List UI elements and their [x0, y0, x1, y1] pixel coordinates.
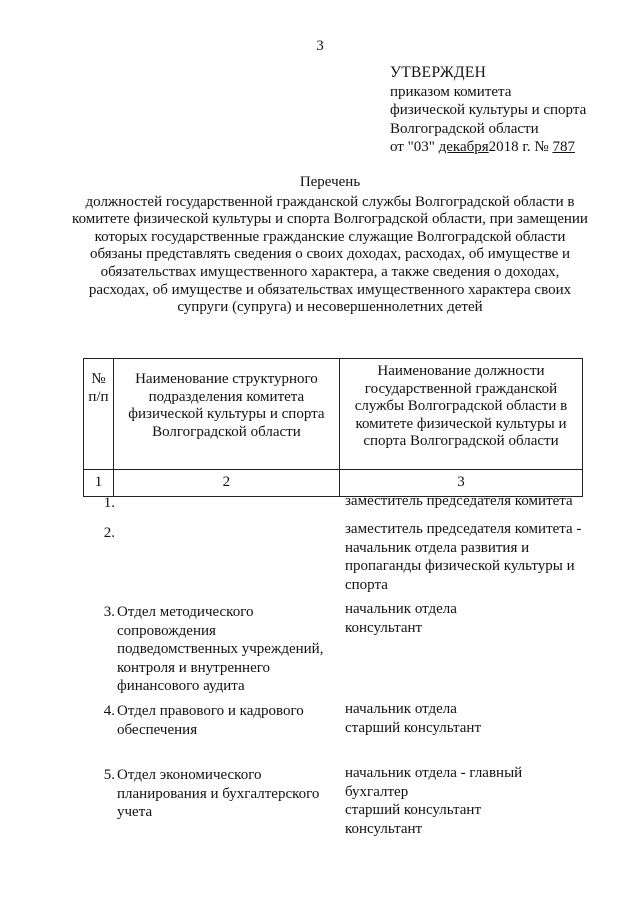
position-line: заместитель председателя комитета -	[345, 521, 582, 537]
col-number-header-line: №	[91, 371, 106, 387]
position-line: консультант	[345, 820, 423, 837]
approval-title: УТВЕРЖДЕН	[390, 64, 487, 81]
col-department-header	[113, 359, 339, 470]
department-line: финансового аудита	[117, 678, 245, 694]
col-department-header-line: подразделения комитета	[148, 388, 305, 405]
approval-line-2: физической культуры и спорта	[390, 102, 587, 118]
department-line: обеспечения	[117, 721, 198, 738]
row-department	[117, 766, 342, 822]
position-line: начальник отдела	[345, 601, 457, 617]
col-position-header-line: Наименование должности	[377, 363, 545, 379]
heading-line: обязаны представлять сведения о своих доходах, расходах, об имуществе и	[89, 246, 571, 263]
row-positions	[345, 492, 585, 511]
heading-line: супруги (супруга) и несовершеннолетних детей	[177, 299, 483, 316]
col-number-header	[84, 359, 114, 470]
department-line: Отдел правового и кадрового	[117, 703, 304, 719]
col-number-index: 1	[84, 470, 114, 497]
department-line: Отдел экономического	[117, 767, 262, 783]
positions-table-header	[83, 358, 583, 497]
col-position-header-line: спорта Волгоградской области	[363, 433, 559, 449]
document-heading	[70, 174, 590, 317]
col-position-header-line: службы Волгоградской области в	[354, 398, 568, 414]
heading-line: которых государственные гражданские служащие Волгоградской области	[94, 228, 566, 245]
department-line: Отдел методического	[117, 604, 254, 620]
approval-order-number: 787	[552, 139, 575, 155]
row-positions	[345, 520, 585, 594]
row-department	[117, 603, 342, 696]
approval-stamp	[390, 64, 586, 157]
col-number-header-line: п/п	[88, 388, 109, 405]
heading-line: обязательствах имущественного характера, а также сведения о доходах,	[100, 263, 560, 280]
col-department-header-line: физической культуры и спорта	[128, 406, 325, 422]
department-line: сопровождения	[117, 622, 216, 639]
department-line: учета	[117, 804, 153, 820]
col-position-header-line: комитете физической культуры и	[355, 415, 567, 432]
row-positions	[345, 600, 585, 637]
row-number: 1.	[103, 495, 115, 511]
heading-line: комитете физической культуры и спорта Волгоградской области, при замещении	[72, 211, 588, 228]
heading-line: должностей государственной гражданской службы Волгоградской области в	[85, 193, 575, 210]
page-number: 3	[316, 38, 324, 54]
position-line: бухгалтер	[345, 783, 409, 800]
position-line: заместитель председателя комитета	[345, 493, 573, 509]
row-number: 4.	[103, 703, 115, 719]
row-number: 5.	[103, 767, 115, 783]
row-number: 2.	[103, 525, 115, 541]
row-positions	[345, 764, 585, 838]
col-position-index: 3	[339, 470, 582, 497]
col-position-header	[339, 359, 582, 470]
approval-line-3: Волгоградской области	[390, 120, 539, 137]
position-line: старший консультант	[345, 802, 481, 818]
position-line: начальник отдела	[345, 701, 457, 717]
approval-date-month: декабря	[438, 139, 489, 155]
col-department-header-line: Наименование структурного	[135, 371, 318, 387]
position-line: консультант	[345, 619, 423, 636]
row-positions	[345, 700, 585, 737]
position-line: начальник отдела развития и	[345, 539, 530, 556]
col-position-header-line: государственной гражданской	[364, 380, 558, 397]
heading-line: расходах, об имуществе и обязательствах имущественного характера своих	[88, 281, 572, 298]
row-department	[117, 702, 342, 739]
row-number: 3.	[103, 604, 115, 620]
approval-line-1: приказом комитета	[390, 83, 512, 100]
position-line: спорта	[345, 576, 388, 593]
department-line: контроля и внутреннего	[117, 659, 271, 676]
heading-title: Перечень	[299, 174, 361, 190]
approval-date-prefix: от "03"	[390, 139, 435, 155]
department-line: планирования и бухгалтерского	[117, 785, 320, 802]
position-line: старший консультант	[345, 719, 481, 736]
approval-date	[390, 138, 586, 157]
department-line: подведомственных учреждений,	[117, 641, 324, 657]
approval-date-year: 2018 г. №	[488, 139, 549, 155]
position-line: пропаганды физической культуры и	[345, 558, 575, 574]
position-line: начальник отдела - главный	[345, 765, 523, 781]
col-department-index: 2	[113, 470, 339, 497]
col-department-header-line: Волгоградской области	[152, 423, 301, 440]
